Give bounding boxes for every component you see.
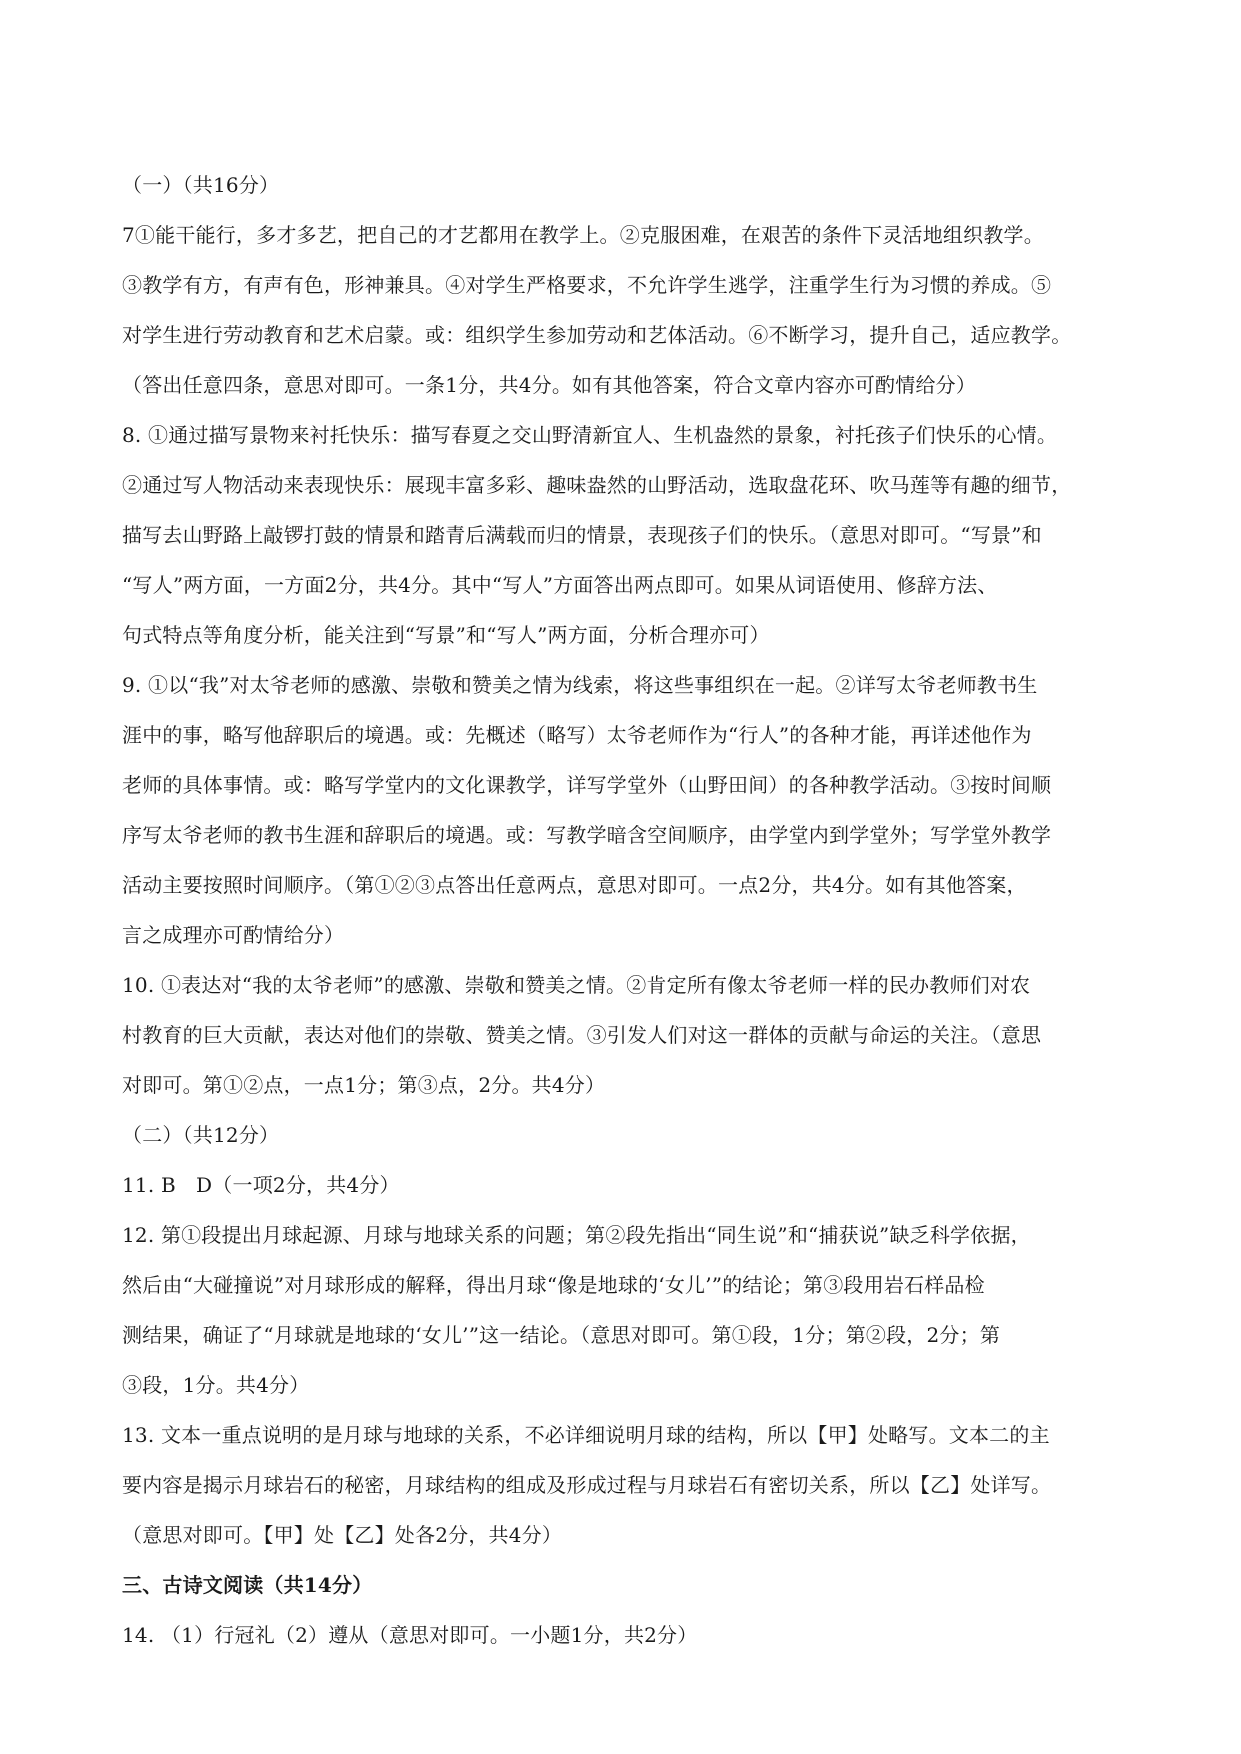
section-heading: 三、古诗文阅读（共14分）: [122, 1573, 373, 1597]
text-line: 要内容是揭示月球岩石的秘密，月球结构的组成及形成过程与月球岩石有密切关系，所以【乙】处详写。: [122, 1473, 1052, 1497]
text-line: 对即可。第①②点，一点1分；第③点，2分。共4分）: [122, 1073, 606, 1097]
text-line: ③段，1分。共4分）: [122, 1373, 310, 1397]
text-line: 涯中的事，略写他辞职后的境遇。或：先概述（略写）太爷老师作为“行人”的各种才能，再详述他作为: [122, 723, 1032, 747]
text-line: 测结果，确证了“月球就是地球的‘女儿’”这一结论。（意思对即可。第①段，1分；第②段，2分；第: [122, 1323, 1001, 1347]
text-line: 序写太爷老师的教书生涯和辞职后的境遇。或：写教学暗含空间顺序，由学堂内到学堂外；写学堂外教学: [122, 823, 1052, 847]
text-line: ②通过写人物活动来表现快乐：展现丰富多彩、趣味盎然的山野活动，选取盘花环、吹马莲等有趣的细节，: [122, 473, 1072, 497]
text-line: （一）（共16分）: [122, 173, 280, 197]
text-line: 14. （1）行冠礼（2）遵从（意思对即可。一小题1分，共2分）: [122, 1623, 698, 1647]
answer-key-content: [122, 160, 1132, 1660]
text-line: （答出任意四条，意思对即可。一条1分，共4分。如有其他答案，符合文章内容亦可酌情给分）: [122, 373, 977, 397]
text-line: 活动主要按照时间顺序。（第①②③点答出任意两点，意思对即可。一点2分，共4分。如有其他答案，: [122, 873, 1027, 897]
text-line: 13. 文本一重点说明的是月球与地球的关系，不必详细说明月球的结构，所以【甲】处略写。文本二的主: [122, 1423, 1050, 1447]
text-line: （意思对即可。【甲】处【乙】处各2分，共4分）: [122, 1523, 563, 1547]
text-line: 7①能干能行，多才多艺，把自己的才艺都用在教学上。②克服困难，在艰苦的条件下灵活地组织教学。: [122, 223, 1044, 247]
text-line: “写人”两方面，一方面2分，共4分。其中“写人”方面答出两点即可。如果从词语使用、修辞方法、: [122, 573, 998, 597]
text-line: 村教育的巨大贡献，表达对他们的崇敬、赞美之情。③引发人们对这一群体的贡献与命运的关注。（意思: [122, 1023, 1042, 1047]
text-line: 对学生进行劳动教育和艺术启蒙。或：组织学生参加劳动和艺体活动。⑥不断学习，提升自己，适应教学。: [122, 323, 1072, 347]
text-line: 10. ①表达对“我的太爷老师”的感激、崇敬和赞美之情。②肯定所有像太爷老师一样的民办教师们对农: [122, 973, 1031, 997]
text-line: ③教学有方，有声有色，形神兼具。④对学生严格要求，不允许学生逃学，注重学生行为习惯的养成。⑤: [122, 273, 1052, 297]
text-line: 11. B D（一项2分，共4分）: [122, 1173, 400, 1197]
text-line: 9. ①以“我”对太爷老师的感激、崇敬和赞美之情为线索，将这些事组织在一起。②详写太爷老师教书生: [122, 673, 1038, 697]
text-line: 描写去山野路上敲锣打鼓的情景和踏青后满载而归的情景，表现孩子们的快乐。（意思对即可。“写景”和: [122, 523, 1042, 547]
text-line: 句式特点等角度分析，能关注到“写景”和“写人”两方面，分析合理亦可）: [122, 623, 770, 647]
text-line: （二）（共12分）: [122, 1123, 280, 1147]
text-line: 然后由“大碰撞说”对月球形成的解释，得出月球“像是地球的‘女儿’”的结论；第③段用岩石样品检: [122, 1273, 985, 1297]
text-line: 老师的具体事情。或：略写学堂内的文化课教学，详写学堂外（山野田间）的各种教学活动。③按时间顺: [122, 773, 1052, 797]
text-line: 8. ①通过描写景物来衬托快乐：描写春夏之交山野清新宜人、生机盎然的景象，衬托孩子们快乐的心情。: [122, 423, 1058, 447]
text-line: 言之成理亦可酌情给分）: [122, 923, 345, 947]
text-line: 12. 第①段提出月球起源、月球与地球关系的问题；第②段先指出“同生说”和“捕获说”缺乏科学依据，: [122, 1223, 1031, 1247]
